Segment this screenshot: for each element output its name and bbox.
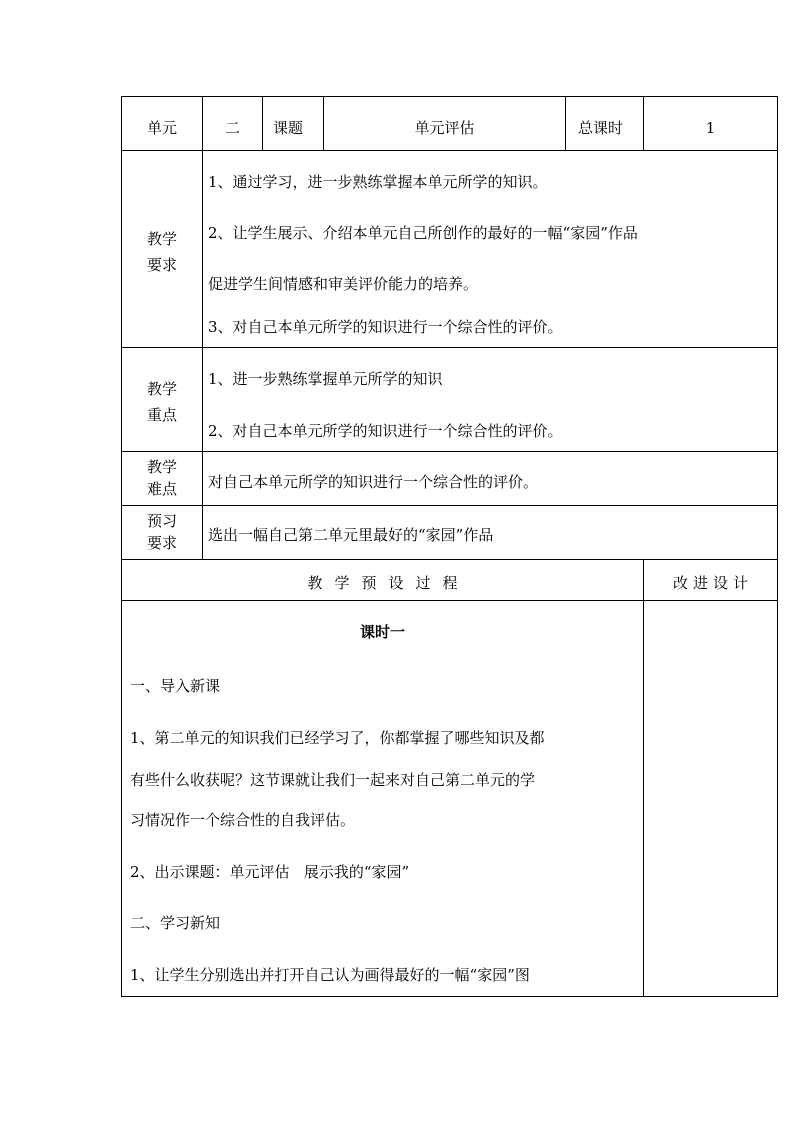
difficulties-label-line1: 教学 (146, 458, 177, 476)
table-border-right (777, 96, 778, 997)
requirements-label-line2: 要求 (146, 256, 177, 274)
paragraph-line: 习情况作一个综合性的自我评估。 (130, 811, 356, 829)
paragraph-line: 1、第二单元的知识我们已经学习了，你都掌握了哪些知识及都 (130, 729, 545, 747)
improve-heading: 改进设计 (672, 574, 753, 592)
row-divider (121, 505, 778, 506)
requirement-item: 3、对自己本单元所学的知识进行一个综合性的评价。 (208, 318, 563, 336)
preview-text: 选出一幅自己第二单元里最好的“家园”作品 (208, 526, 494, 544)
row-divider (121, 600, 778, 601)
paragraph-line: 有些什么收获呢？这节课就让我们一起来对自己第二单元的学 (130, 771, 536, 789)
col-divider (202, 96, 203, 560)
topic-label: 课题 (273, 119, 304, 137)
hours-label: 总课时 (578, 119, 624, 137)
unit-value: 二 (224, 119, 240, 137)
section-heading: 二、学习新知 (130, 914, 221, 932)
preview-label-line1: 预习 (146, 512, 177, 530)
section-heading: 一、导入新课 (130, 677, 221, 695)
row-divider (121, 150, 778, 151)
difficulties-text: 对自己本单元所学的知识进行一个综合性的评价。 (208, 473, 539, 491)
key-point-item: 1、进一步熟练掌握单元所学的知识 (208, 370, 443, 388)
lesson-title: 课时一 (359, 623, 405, 641)
table-border-top (121, 96, 778, 97)
preview-label (122, 510, 202, 554)
requirement-item-continued: 促进学生间情感和审美评价能力的培养。 (208, 275, 479, 293)
requirements-label (122, 229, 202, 275)
col-divider (262, 96, 263, 151)
col-divider (565, 96, 566, 151)
requirements-label-line1: 教学 (146, 230, 177, 248)
col-divider (643, 559, 644, 997)
row-divider (121, 451, 778, 452)
requirement-item: 1、通过学习，进一步熟练掌握本单元所学的知识。 (208, 173, 548, 191)
key-points-label (122, 379, 202, 425)
difficulties-label (122, 456, 202, 500)
preview-label-line2: 要求 (146, 534, 177, 552)
row-divider (121, 559, 778, 560)
key-points-label-line1: 教学 (146, 380, 177, 398)
hours-value: 1 (705, 119, 716, 137)
process-heading: 教学预设过程 (307, 574, 470, 592)
requirement-item: 2、让学生展示、介绍本单元自己所创作的最好的一幅“家园”作品 (208, 224, 638, 242)
table-border-bottom (121, 996, 778, 997)
paragraph-line: 1、让学生分别选出并打开自己认为画得最好的一幅“家园”图 (130, 966, 530, 984)
key-point-item: 2、对自己本单元所学的知识进行一个综合性的评价。 (208, 422, 563, 440)
row-divider (121, 347, 778, 348)
unit-label: 单元 (146, 119, 177, 137)
key-points-label-line2: 重点 (146, 406, 177, 424)
difficulties-label-line2: 难点 (146, 480, 177, 498)
paragraph-line: 2、出示课题：单元评估 展示我的“家园” (130, 863, 410, 881)
topic-value: 单元评估 (414, 119, 475, 137)
